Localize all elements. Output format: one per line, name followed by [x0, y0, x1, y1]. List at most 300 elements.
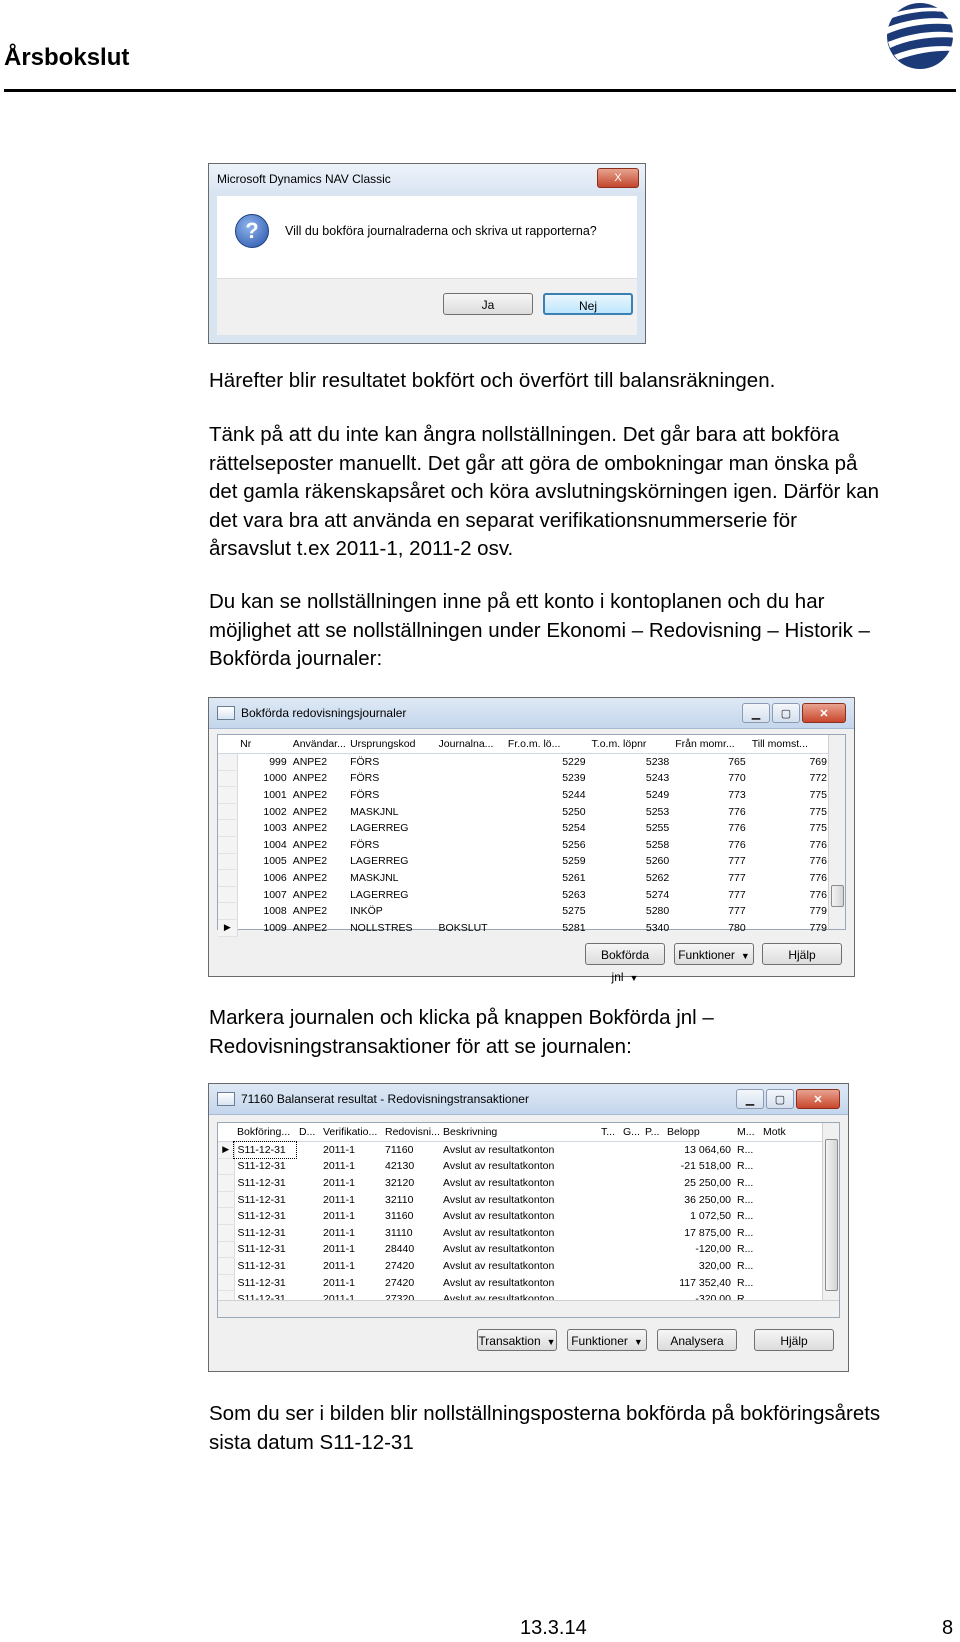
globe-logo-icon: [880, 0, 956, 72]
table-cell[interactable]: [296, 1175, 320, 1192]
table-cell[interactable]: NOLLSTRES: [350, 921, 413, 934]
table-cell[interactable]: 42130: [385, 1160, 415, 1173]
table-cell[interactable]: 31160: [385, 1210, 414, 1223]
table-cell[interactable]: 1005: [263, 855, 287, 868]
table-cell[interactable]: BOKSLUT: [438, 921, 488, 934]
table-cell[interactable]: 2011-1: [323, 1276, 355, 1289]
table-row[interactable]: [218, 820, 830, 837]
table-cell[interactable]: 765: [728, 756, 746, 769]
table-cell[interactable]: 5280: [645, 905, 670, 918]
table-row[interactable]: [218, 803, 830, 820]
row-selector-header: [218, 735, 237, 754]
paragraph-4: [209, 1004, 954, 1061]
table-cell[interactable]: Avslut av resultatkonton: [443, 1226, 555, 1239]
table-cell[interactable]: [642, 1191, 664, 1208]
table-cell[interactable]: 775: [809, 788, 827, 801]
row-selector[interactable]: [218, 886, 237, 903]
table-cell[interactable]: Avslut av resultatkonton: [443, 1210, 555, 1223]
table-cell[interactable]: ANPE2: [292, 888, 328, 901]
table-cell[interactable]: 5258: [645, 838, 670, 851]
table-cell[interactable]: ANPE2: [292, 805, 328, 818]
column-header[interactable]: P...: [642, 1123, 664, 1142]
table-cell[interactable]: FÖRS: [350, 788, 380, 801]
paragraph-line: Tänk på att du inte kan ångra nollställningen. Det går bara att bokföra: [209, 423, 840, 446]
table-cell[interactable]: 32120: [385, 1176, 415, 1189]
table-cell[interactable]: [598, 1191, 620, 1208]
column-header[interactable]: Fr.o.m. lö...: [505, 735, 589, 754]
table-cell[interactable]: [760, 1224, 824, 1241]
column-header[interactable]: Motk: [760, 1123, 824, 1142]
table-cell[interactable]: 2011-1: [323, 1243, 355, 1256]
table-cell[interactable]: 31110: [385, 1226, 413, 1239]
table-cell[interactable]: 1001: [263, 788, 287, 801]
column-header[interactable]: Från momr...: [672, 735, 749, 754]
table-cell[interactable]: Avslut av resultatkonton: [443, 1259, 555, 1272]
table-cell[interactable]: 25 250,00: [684, 1176, 731, 1189]
table-cell[interactable]: 1006: [263, 871, 287, 884]
column-header[interactable]: Till momst...: [749, 735, 830, 754]
table-cell[interactable]: 5256: [562, 838, 586, 851]
table-cell[interactable]: [436, 870, 505, 887]
table-cell[interactable]: 5238: [645, 756, 670, 769]
table-cell[interactable]: Avslut av resultatkonton: [443, 1193, 555, 1206]
table-cell[interactable]: 5254: [562, 822, 586, 835]
table-cell[interactable]: Avslut av resultatkonton: [443, 1243, 555, 1256]
table-row[interactable]: [218, 1175, 824, 1192]
paragraph-line: årsavslut t.ex 2011-1, 2011-2 osv.: [209, 537, 514, 560]
yes-button[interactable]: Ja: [443, 293, 533, 315]
table-cell[interactable]: 27420: [385, 1259, 415, 1272]
table-cell[interactable]: [620, 1224, 642, 1241]
table-cell[interactable]: 776: [809, 871, 827, 884]
help-button[interactable]: Hjälp: [754, 1329, 834, 1351]
table-cell[interactable]: S11-12-31: [234, 1142, 296, 1159]
column-header[interactable]: Journalna...: [436, 735, 505, 754]
table-cell[interactable]: [642, 1224, 664, 1241]
table-cell[interactable]: 117 352,40: [679, 1276, 731, 1289]
table-cell[interactable]: ANPE2: [292, 905, 328, 918]
table-cell[interactable]: 1004: [263, 838, 287, 851]
table-cell[interactable]: 2011-1: [323, 1259, 355, 1272]
table-cell[interactable]: 776: [728, 838, 746, 851]
table-cell[interactable]: 779: [809, 905, 827, 918]
table-row[interactable]: [218, 1224, 824, 1241]
close-button[interactable]: ✕: [796, 1089, 840, 1109]
window-titlebar: [209, 1084, 848, 1115]
window-grid-icon: [217, 706, 235, 720]
table-cell[interactable]: [436, 787, 505, 804]
column-header[interactable]: M...: [734, 1123, 760, 1142]
table-cell[interactable]: [642, 1258, 664, 1275]
table-cell[interactable]: [642, 1142, 664, 1159]
table-row[interactable]: [218, 754, 830, 771]
column-header[interactable]: Beskrivning: [440, 1123, 598, 1142]
table-cell[interactable]: 13 064,60: [684, 1144, 731, 1157]
table-cell[interactable]: [296, 1158, 320, 1175]
table-cell[interactable]: R...: [737, 1193, 754, 1206]
row-selector[interactable]: [218, 1175, 234, 1192]
table-cell[interactable]: [760, 1191, 824, 1208]
transaction-button[interactable]: Transaktion ▼: [477, 1329, 557, 1351]
table-cell[interactable]: Avslut av resultatkonton: [443, 1276, 555, 1289]
table-cell[interactable]: R...: [737, 1243, 754, 1256]
table-cell[interactable]: 999: [269, 756, 287, 769]
column-header[interactable]: T...: [598, 1123, 620, 1142]
table-cell[interactable]: R...: [737, 1176, 754, 1189]
table-row[interactable]: [218, 1142, 824, 1159]
table-cell[interactable]: [642, 1175, 664, 1192]
row-selector[interactable]: [218, 853, 237, 870]
scrollbar-thumb[interactable]: [825, 1139, 838, 1291]
row-selector[interactable]: [218, 787, 237, 804]
table-cell[interactable]: LAGERREG: [350, 855, 409, 868]
table-cell[interactable]: -120,00: [695, 1243, 731, 1256]
table-cell[interactable]: 5263: [562, 888, 586, 901]
minimize-button[interactable]: ▁: [742, 703, 770, 723]
table-cell[interactable]: 2011-1: [323, 1144, 355, 1157]
table-cell[interactable]: [620, 1258, 642, 1275]
table-cell[interactable]: [296, 1191, 320, 1208]
table-cell[interactable]: [760, 1258, 824, 1275]
table-cell[interactable]: 777: [728, 905, 746, 918]
table-cell[interactable]: 5340: [645, 921, 670, 934]
row-selector[interactable]: [218, 1258, 234, 1275]
table-cell[interactable]: [598, 1258, 620, 1275]
table-cell[interactable]: 5255: [645, 822, 670, 835]
window-title: 71160 Balanserat resultat - Redovisningstransaktioner: [241, 1092, 529, 1106]
table-cell[interactable]: 1009: [263, 921, 287, 934]
gl-entries-window: [208, 1083, 849, 1372]
row-selector[interactable]: [218, 803, 237, 820]
table-cell[interactable]: [760, 1241, 824, 1258]
table-row[interactable]: [218, 836, 830, 853]
table-cell[interactable]: 769: [809, 756, 827, 769]
paragraph-3: [209, 588, 954, 674]
table-cell[interactable]: LAGERREG: [350, 822, 409, 835]
row-selector[interactable]: [218, 1191, 234, 1208]
column-header[interactable]: Redovisni...: [382, 1123, 440, 1142]
functions-button[interactable]: Funktioner ▼: [674, 943, 754, 965]
table-cell[interactable]: ANPE2: [292, 788, 328, 801]
table-cell[interactable]: [296, 1142, 320, 1159]
table-cell[interactable]: 777: [728, 871, 746, 884]
window-controls: [736, 1089, 840, 1109]
table-cell[interactable]: ANPE2: [292, 838, 328, 851]
table-cell[interactable]: ANPE2: [292, 871, 328, 884]
table-cell[interactable]: 777: [728, 855, 746, 868]
table-cell[interactable]: R...: [737, 1259, 754, 1272]
table-cell[interactable]: FÖRS: [350, 772, 380, 785]
page-number: 8: [942, 1617, 954, 1639]
row-selector[interactable]: [218, 836, 237, 853]
dialog-message: Vill du bokföra journalraderna och skriva ut rapporterna?: [285, 224, 597, 238]
row-selector[interactable]: [218, 754, 237, 771]
table-cell[interactable]: [436, 886, 505, 903]
table-cell[interactable]: 17 875,00: [684, 1226, 731, 1239]
horizontal-scrollbar[interactable]: [218, 1300, 839, 1317]
row-selector[interactable]: [218, 770, 237, 787]
table-cell[interactable]: [436, 770, 505, 787]
table-cell[interactable]: 71160: [385, 1144, 414, 1157]
table-cell[interactable]: 775: [809, 822, 827, 835]
dialog-button-bar: [217, 278, 637, 335]
table-cell[interactable]: 5261: [562, 871, 586, 884]
table-row[interactable]: [218, 1191, 824, 1208]
paragraph-line: Som du ser i bilden blir nollställningsposterna bokförda på bokföringsårets: [209, 1402, 881, 1425]
table-cell[interactable]: [436, 903, 505, 920]
paragraph-line: Redovisningstransaktioner för att se journalen:: [209, 1034, 632, 1058]
table-cell[interactable]: [620, 1158, 642, 1175]
table-cell[interactable]: FÖRS: [350, 838, 380, 851]
table-cell[interactable]: ANPE2: [292, 772, 328, 785]
table-cell[interactable]: 5243: [645, 772, 670, 785]
table-row[interactable]: [218, 919, 830, 936]
table-cell[interactable]: 28440: [385, 1243, 415, 1256]
functions-button[interactable]: Funktioner ▼: [567, 1329, 647, 1351]
table-cell[interactable]: 320,00: [698, 1259, 731, 1272]
table-cell[interactable]: 5239: [562, 772, 586, 785]
row-selector[interactable]: [218, 1208, 234, 1225]
table-cell[interactable]: MASKJNL: [350, 871, 399, 884]
table-cell[interactable]: 1000: [263, 772, 287, 785]
column-header[interactable]: Bokföring...: [234, 1123, 296, 1142]
column-header[interactable]: G...: [620, 1123, 642, 1142]
table-cell[interactable]: 5244: [562, 788, 586, 801]
close-button[interactable]: ✕: [802, 703, 846, 723]
table-cell[interactable]: S11-12-31: [237, 1160, 286, 1173]
scrollbar-thumb[interactable]: [831, 885, 844, 907]
table-cell[interactable]: [598, 1274, 620, 1291]
table-cell[interactable]: [598, 1142, 620, 1159]
confirm-dialog-screenshot: [208, 163, 646, 344]
row-selector[interactable]: ▶: [218, 1142, 234, 1159]
table-cell[interactable]: [642, 1274, 664, 1291]
window-titlebar: [209, 698, 854, 729]
table-cell[interactable]: 5281: [562, 921, 586, 934]
no-button[interactable]: Nej: [543, 293, 633, 315]
table-cell[interactable]: 775: [809, 805, 827, 818]
dialog-body: [217, 196, 637, 335]
table-cell[interactable]: [296, 1208, 320, 1225]
window-title: Bokförda redovisningsjournaler: [241, 706, 407, 720]
table-cell[interactable]: 776: [728, 822, 746, 835]
paragraph-line: Bokförda journaler:: [209, 647, 383, 670]
minimize-button[interactable]: ▁: [736, 1089, 764, 1109]
table-cell[interactable]: R...: [737, 1160, 754, 1173]
table-cell[interactable]: [620, 1142, 642, 1159]
column-header[interactable]: Ursprungskod: [347, 735, 435, 754]
table-cell[interactable]: 776: [809, 855, 827, 868]
gl-entries-grid[interactable]: [217, 1122, 840, 1318]
table-cell[interactable]: [620, 1191, 642, 1208]
table-cell[interactable]: 36 250,00: [684, 1193, 731, 1206]
paragraph-line: rättelseposter manuellt. Det går att göra de ombokningar man önska på: [209, 451, 858, 475]
table-row[interactable]: [218, 853, 830, 870]
table-cell[interactable]: 5275: [562, 905, 586, 918]
table-cell[interactable]: 780: [728, 921, 746, 934]
table-cell[interactable]: [598, 1158, 620, 1175]
table-cell[interactable]: [642, 1241, 664, 1258]
table-cell[interactable]: 1002: [263, 805, 287, 818]
table-cell[interactable]: ANPE2: [292, 822, 328, 835]
table-cell[interactable]: [296, 1258, 320, 1275]
table-cell[interactable]: 2011-1: [323, 1193, 355, 1206]
gl-entries-table: [218, 1123, 824, 1308]
table-cell[interactable]: [436, 754, 505, 771]
table-cell[interactable]: -21 518,00: [680, 1160, 731, 1173]
table-cell[interactable]: [436, 803, 505, 820]
table-cell[interactable]: S11-12-31: [237, 1276, 286, 1289]
table-cell[interactable]: 1007: [263, 888, 287, 901]
table-cell[interactable]: 2011-1: [323, 1226, 355, 1239]
table-cell[interactable]: 770: [728, 772, 746, 785]
table-cell[interactable]: [296, 1224, 320, 1241]
table-cell[interactable]: R...: [737, 1144, 754, 1157]
table-row[interactable]: [218, 1241, 824, 1258]
table-cell[interactable]: 2011-1: [323, 1210, 355, 1223]
table-cell[interactable]: 773: [728, 788, 746, 801]
table-cell[interactable]: S11-12-31: [237, 1243, 286, 1256]
help-button[interactable]: Hjälp: [762, 943, 842, 965]
table-row[interactable]: [218, 770, 830, 787]
table-cell[interactable]: [296, 1274, 320, 1291]
table-cell[interactable]: [642, 1158, 664, 1175]
table-cell[interactable]: S11-12-31: [237, 1193, 286, 1206]
table-cell[interactable]: R...: [737, 1226, 754, 1239]
table-cell[interactable]: [620, 1274, 642, 1291]
table-cell[interactable]: S11-12-31: [237, 1176, 286, 1189]
table-cell[interactable]: [598, 1241, 620, 1258]
table-cell[interactable]: [598, 1175, 620, 1192]
title-rule: [4, 89, 956, 92]
row-selector[interactable]: [218, 820, 237, 837]
table-cell[interactable]: 1003: [263, 822, 287, 835]
table-cell[interactable]: S11-12-31: [237, 1226, 286, 1239]
table-cell[interactable]: 5249: [645, 788, 670, 801]
table-cell[interactable]: R...: [737, 1210, 754, 1223]
table-cell[interactable]: 776: [809, 838, 827, 851]
table-cell[interactable]: Avslut av resultatkonton: [443, 1176, 555, 1189]
table-cell[interactable]: Avslut av resultatkonton: [443, 1160, 555, 1173]
table-cell[interactable]: [436, 820, 505, 837]
row-selector[interactable]: [218, 1274, 234, 1291]
table-cell[interactable]: 2011-1: [323, 1160, 355, 1173]
table-cell[interactable]: [760, 1142, 824, 1159]
table-row[interactable]: [218, 903, 830, 920]
table-cell[interactable]: 772: [809, 772, 827, 785]
table-cell[interactable]: 2011-1: [323, 1176, 355, 1189]
column-header[interactable]: Nr: [237, 735, 290, 754]
paragraph-line: sista datum S11-12-31: [209, 1430, 414, 1454]
table-cell[interactable]: ANPE2: [292, 756, 328, 769]
window-grid-icon: [217, 1092, 235, 1106]
table-cell[interactable]: [760, 1208, 824, 1225]
posted-jnl-button[interactable]: Bokförda jnl ▼: [585, 943, 665, 965]
table-cell[interactable]: S11-12-31: [237, 1210, 286, 1223]
maximize-button[interactable]: ▢: [772, 703, 800, 723]
table-row[interactable]: [218, 787, 830, 804]
table-row[interactable]: [218, 1258, 824, 1275]
table-cell[interactable]: [760, 1158, 824, 1175]
table-row[interactable]: [218, 886, 830, 903]
table-cell[interactable]: 5253: [645, 805, 670, 818]
journals-grid[interactable]: [217, 734, 846, 934]
table-cell[interactable]: 5250: [562, 805, 586, 818]
table-cell[interactable]: 32110: [385, 1193, 414, 1206]
row-selector[interactable]: [218, 903, 237, 920]
table-cell[interactable]: 1 072,50: [690, 1210, 731, 1223]
table-cell[interactable]: [620, 1175, 642, 1192]
table-cell[interactable]: 27420: [385, 1276, 415, 1289]
table-cell[interactable]: [296, 1241, 320, 1258]
table-cell[interactable]: [760, 1175, 824, 1192]
table-row[interactable]: [218, 1274, 824, 1291]
dialog-title: Microsoft Dynamics NAV Classic: [209, 164, 645, 194]
table-cell[interactable]: ANPE2: [292, 855, 328, 868]
table-cell[interactable]: 5229: [562, 756, 586, 769]
paragraph-line: det gamla räkenskapsåret och köra avslutningskörningen igen. Därför kan: [209, 480, 880, 503]
table-row[interactable]: [218, 870, 830, 887]
column-header[interactable]: T.o.m. löpnr: [589, 735, 673, 754]
row-selector[interactable]: ▶: [218, 919, 237, 936]
table-cell[interactable]: FÖRS: [350, 756, 380, 769]
table-cell[interactable]: [598, 1224, 620, 1241]
analyze-button[interactable]: Analysera: [657, 1329, 737, 1351]
maximize-button[interactable]: ▢: [766, 1089, 794, 1109]
table-cell[interactable]: [620, 1208, 642, 1225]
vertical-scrollbar[interactable]: [822, 1123, 839, 1301]
table-cell[interactable]: INKÖP: [350, 905, 383, 918]
table-cell[interactable]: [436, 853, 505, 870]
table-row[interactable]: [218, 1208, 824, 1225]
table-cell[interactable]: [620, 1241, 642, 1258]
column-header[interactable]: Belopp: [664, 1123, 734, 1142]
table-cell[interactable]: [760, 1274, 824, 1291]
vertical-scrollbar[interactable]: [828, 735, 845, 929]
table-cell[interactable]: R...: [737, 1276, 754, 1289]
row-selector[interactable]: [218, 1224, 234, 1241]
column-header[interactable]: D...: [296, 1123, 320, 1142]
table-row[interactable]: [218, 1158, 824, 1175]
table-cell[interactable]: 5262: [645, 871, 670, 884]
table-cell[interactable]: 1008: [263, 905, 287, 918]
table-cell[interactable]: 779: [809, 921, 827, 934]
paragraph-line: det vara bra att använda en separat verifikationsnummerserie för: [209, 508, 797, 532]
dialog-close-button[interactable]: X: [597, 168, 639, 188]
table-cell[interactable]: [642, 1208, 664, 1225]
table-cell[interactable]: 776: [728, 805, 746, 818]
row-selector[interactable]: [218, 1158, 234, 1175]
table-cell[interactable]: [436, 836, 505, 853]
row-selector[interactable]: [218, 870, 237, 887]
table-cell[interactable]: [598, 1208, 620, 1225]
row-selector[interactable]: [218, 1241, 234, 1258]
table-cell[interactable]: 5260: [645, 855, 670, 868]
table-cell[interactable]: 776: [809, 888, 827, 901]
table-cell[interactable]: MASKJNL: [350, 805, 399, 818]
column-header[interactable]: Verifikatio...: [320, 1123, 382, 1142]
table-cell[interactable]: LAGERREG: [350, 888, 409, 901]
table-cell[interactable]: 5259: [562, 855, 586, 868]
paragraph-line: möjlighet att se nollställningen under Ekonomi – Redovisning – Historik –: [209, 618, 870, 642]
table-cell[interactable]: Avslut av resultatkonton: [443, 1144, 555, 1157]
table-cell[interactable]: S11-12-31: [237, 1259, 286, 1272]
table-cell[interactable]: 777: [728, 888, 746, 901]
question-icon: ?: [235, 214, 269, 248]
column-header[interactable]: Användar...: [290, 735, 347, 754]
table-cell[interactable]: ANPE2: [292, 921, 328, 934]
table-cell[interactable]: 5274: [645, 888, 670, 901]
